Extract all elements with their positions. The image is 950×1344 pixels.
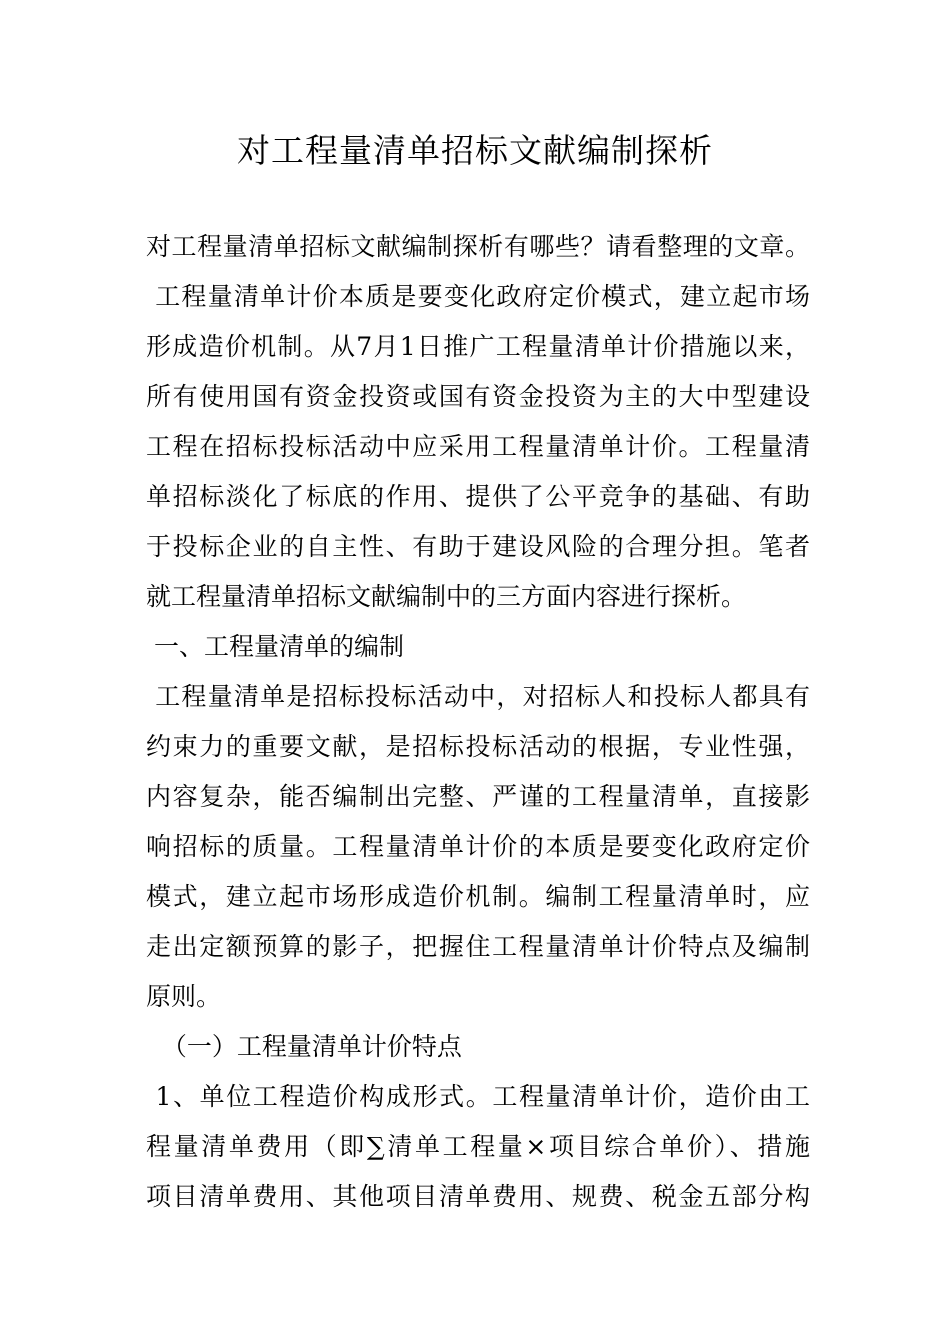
section-heading-1: 一、工程量清单的编制: [146, 632, 404, 661]
body-line-8: 就工程量清单招标文献编制中的三方面内容进行探析。: [146, 582, 747, 611]
body-line-13: 响招标的质量。工程量清单计价的本质是要变化政府定价: [146, 832, 810, 861]
body-line-6: 单招标淡化了标底的作用、提供了公平竞争的基础、有助: [146, 482, 810, 511]
subsection-heading-1: （一）工程量清单计价特点: [146, 1032, 462, 1061]
document-body: [146, 222, 810, 1222]
body-line-11: 约束力的重要文献，是招标投标活动的根据，专业性强，: [146, 732, 810, 761]
body-line-5: 工程在招标投标活动中应采用工程量清单计价。工程量清: [146, 432, 810, 461]
body-line-19: 程量清单费用（即∑清单工程量×项目综合单价）、措施: [146, 1132, 810, 1161]
body-line-4: 所有使用国有资金投资或国有资金投资为主的大中型建设: [146, 382, 810, 411]
document-title: 对工程量清单招标文献编制探析: [237, 131, 713, 170]
body-line-18: 1、单位工程造价构成形式。工程量清单计价，造价由工: [146, 1082, 810, 1111]
body-line-14: 模式，建立起市场形成造价机制。编制工程量清单时，应: [146, 882, 810, 911]
body-line-16: 原则。: [146, 982, 222, 1011]
body-line-10: 工程量清单是招标投标活动中，对招标人和投标人都具有: [146, 682, 810, 711]
body-line-2: 工程量清单计价本质是要变化政府定价模式，建立起市场: [146, 282, 810, 311]
body-line-12: 内容复杂，能否编制出完整、严谨的工程量清单，直接影: [146, 782, 810, 811]
body-line-7: 于投标企业的自主性、有助于建设风险的合理分担。笔者: [146, 532, 810, 561]
body-line-15: 走出定额预算的影子，把握住工程量清单计价特点及编制: [146, 932, 810, 961]
body-line-20: 项目清单费用、其他项目清单费用、规费、税金五部分构: [146, 1182, 810, 1211]
body-line-1: 对工程量清单招标文献编制探析有哪些？请看整理的文章。: [146, 232, 810, 261]
body-line-3: 形成造价机制。从7月1日推广工程量清单计价措施以来，: [146, 332, 810, 361]
